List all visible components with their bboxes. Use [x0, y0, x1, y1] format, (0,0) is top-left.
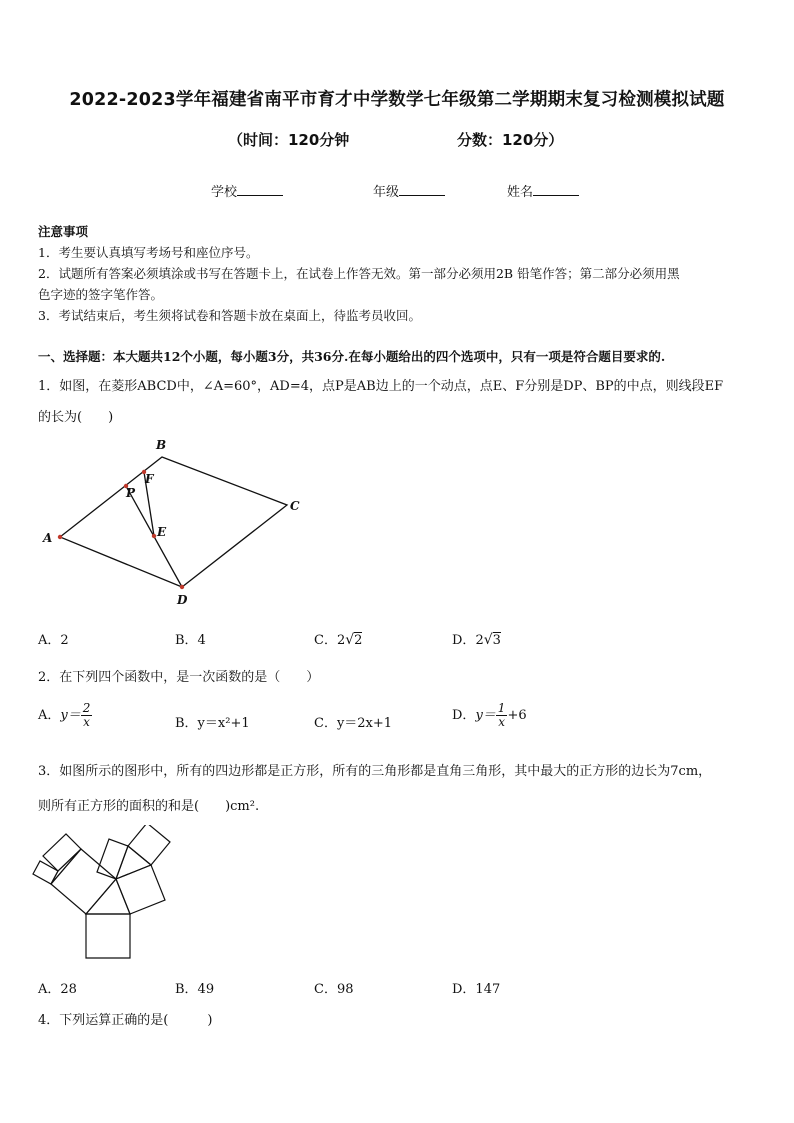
q4-stem: 4．下列运算正确的是( ): [38, 1013, 213, 1028]
q1-option-d: D．2√3: [452, 632, 501, 648]
q1-option-c-prefix: C．: [314, 633, 337, 648]
q1-option-d-radicand: 3: [492, 633, 501, 648]
fraction-numerator: 2: [82, 701, 91, 715]
q1-option-a: A．2: [38, 633, 69, 648]
q2-stem: 2．在下列四个函数中，是一次函数的是（ ）: [38, 670, 320, 685]
q1-option-c-coef: 2: [336, 633, 346, 648]
notice-item: 3．考试结束后，考生须将试卷和答题卡放在桌面上，待监考员收回。: [38, 308, 421, 323]
grade-label: 年级: [373, 185, 400, 200]
q2-option-d-prefix: D．: [452, 708, 476, 723]
notice-item: 1．考生要认真填写考场号和座位序号。: [38, 245, 259, 260]
name-field: [507, 181, 579, 200]
fraction-denominator: x: [83, 715, 90, 729]
q2-option-d-fraction: [496, 702, 508, 729]
q2-option-d-lhs: y＝: [475, 708, 496, 723]
right-small-square-1: [97, 839, 128, 879]
q1-option-b: B．4: [175, 633, 206, 648]
q3-stem-line2: 则所有正方形的面积的和是( )cm².: [38, 799, 260, 814]
q2-option-c: C．y＝2x+1: [314, 716, 393, 731]
label-a: A: [43, 531, 53, 545]
label-b: B: [156, 438, 167, 452]
q3-stem-line1: 3．如图所示的图形中，所有的四边形都是正方形，所有的三角形都是直角三角形，其中最大的正方形的边长为7cm，: [38, 764, 712, 779]
left-small-triangle: [51, 849, 81, 884]
q1-stem-line1: 1．如图，在菱形ABCD中，∠A=60°，AD=4，点P是AB边上的一个动点，点E、F分别是DP、BP的中点，则线段EF: [38, 379, 724, 394]
grade-field: [373, 181, 445, 200]
right-square: [116, 865, 165, 914]
q2-option-a: [38, 702, 92, 729]
school-blank: [237, 183, 283, 196]
section-heading: 一、选择题：本大题共12个小题，每小题3分，共36分.在每小题给出的四个选项中，只有一项是符合题目要求的.: [38, 349, 666, 364]
notice-item: 色字迹的签字笔作答。: [38, 287, 164, 302]
q3-pythagoras-tree-figure: [30, 825, 190, 965]
point-e: [152, 534, 156, 538]
q2-option-b: B．y＝x²+1: [175, 716, 250, 731]
label-d: D: [177, 593, 188, 607]
page-title: 2022-2023学年福建省南平市育才中学数学七年级第二学期期末复习检测模拟试题: [69, 90, 725, 110]
point-d: [180, 585, 184, 589]
exam-time: （时间：120分钟: [228, 131, 350, 149]
q3-option-a: A．28: [38, 982, 77, 997]
point-a: [58, 535, 62, 539]
q2-option-d-tail: +6: [507, 708, 527, 723]
q2-option-a-lhs: y＝: [60, 708, 81, 723]
q2-option-d: [452, 702, 527, 729]
label-e: E: [157, 525, 167, 539]
q2-option-a-fraction: [81, 702, 93, 729]
label-p: P: [126, 486, 136, 500]
notice-heading: 注意事项: [38, 224, 89, 239]
q3-option-b: B．49: [175, 982, 215, 997]
rhombus-abcd: [60, 457, 287, 587]
fraction-numerator: 1: [497, 701, 506, 715]
name-blank: [533, 183, 579, 196]
q1-option-d-coef: 2: [475, 633, 484, 648]
q3-option-c: C．98: [314, 982, 354, 997]
label-c: C: [290, 499, 300, 513]
q1-option-c: C．2√2: [314, 632, 363, 648]
school-label: 学校: [211, 185, 238, 200]
q1-stem-line2: 的长为( ): [38, 410, 114, 425]
school-field: [211, 181, 283, 200]
q2-option-a-prefix: A．: [38, 708, 61, 723]
q1-option-c-radicand: 2: [354, 633, 363, 648]
grade-blank: [399, 183, 445, 196]
q1-rhombus-figure: [30, 435, 320, 610]
label-f: F: [145, 472, 154, 486]
fraction-denominator: x: [498, 715, 505, 729]
left-square: [51, 849, 116, 914]
notice-item: 2．试题所有答案必须填涂或书写在答题卡上，在试卷上作答无效。第一部分必须用2B 铅笔作答；第二部分必须用黑: [38, 266, 680, 281]
exam-score: 分数：120分）: [457, 131, 564, 149]
q1-option-d-prefix: D．: [452, 633, 476, 648]
largest-square: [86, 914, 130, 958]
name-label: 姓名: [507, 185, 534, 200]
q3-option-d: D．147: [452, 982, 501, 997]
right-small-square-2: [128, 825, 170, 865]
